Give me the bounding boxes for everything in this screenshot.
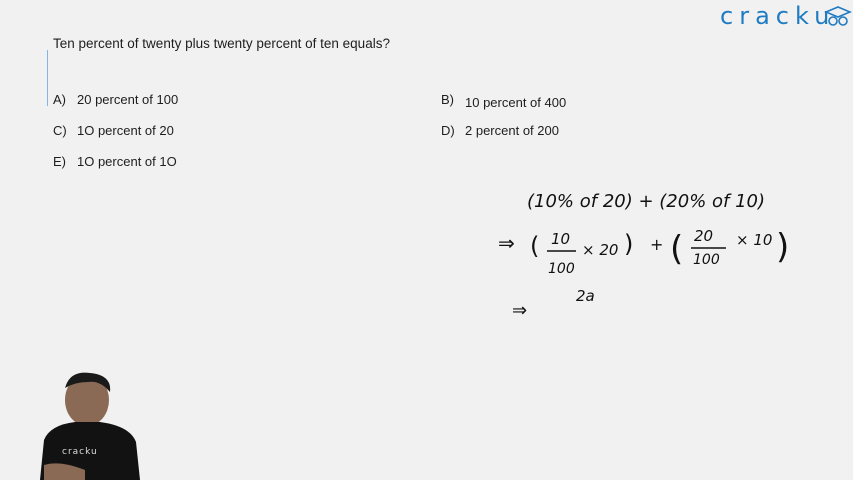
question-text: Ten percent of twenty plus twenty percent of ten equals? — [53, 36, 390, 51]
option-letter: C) — [53, 123, 67, 138]
option-label: 20 percent of 100 — [77, 92, 179, 107]
fraction-2-denominator: 100 — [693, 252, 720, 268]
option-label: 10 percent of 400 — [465, 95, 567, 110]
cracku-logo: cracku — [720, 2, 836, 30]
fraction-1-numerator: 10 — [551, 230, 571, 248]
option-letter: B) — [441, 92, 454, 107]
working-line-1: (10% of 20) + (20% of 10) — [527, 191, 766, 212]
option-label: 2 percent of 200 — [465, 123, 559, 138]
option-label: 1O percent of 1O — [77, 154, 177, 169]
fraction-2-numerator: 20 — [694, 227, 714, 245]
multiply-term-1: × 20 — [582, 241, 619, 259]
close-paren-2: ) — [776, 227, 790, 267]
fraction-1-denominator: 100 — [548, 261, 575, 277]
presenter-video — [30, 370, 160, 480]
implies-arrow-1: ⇒ — [498, 231, 515, 255]
partial-result: 2a — [576, 287, 595, 305]
shirt-logo-text: cracku — [62, 447, 98, 457]
implies-arrow-2: ⇒ — [512, 300, 528, 321]
option-letter: E) — [53, 154, 66, 169]
option-label: 1O percent of 20 — [77, 123, 174, 138]
option-letter: D) — [441, 123, 455, 138]
open-paren-2: ( — [670, 229, 684, 269]
multiply-term-2: × 10 — [736, 231, 773, 249]
plus-sign: + — [650, 235, 664, 254]
open-paren-1: ( — [530, 232, 540, 260]
option-letter: A) — [53, 92, 66, 107]
close-paren-1: ) — [624, 230, 634, 258]
